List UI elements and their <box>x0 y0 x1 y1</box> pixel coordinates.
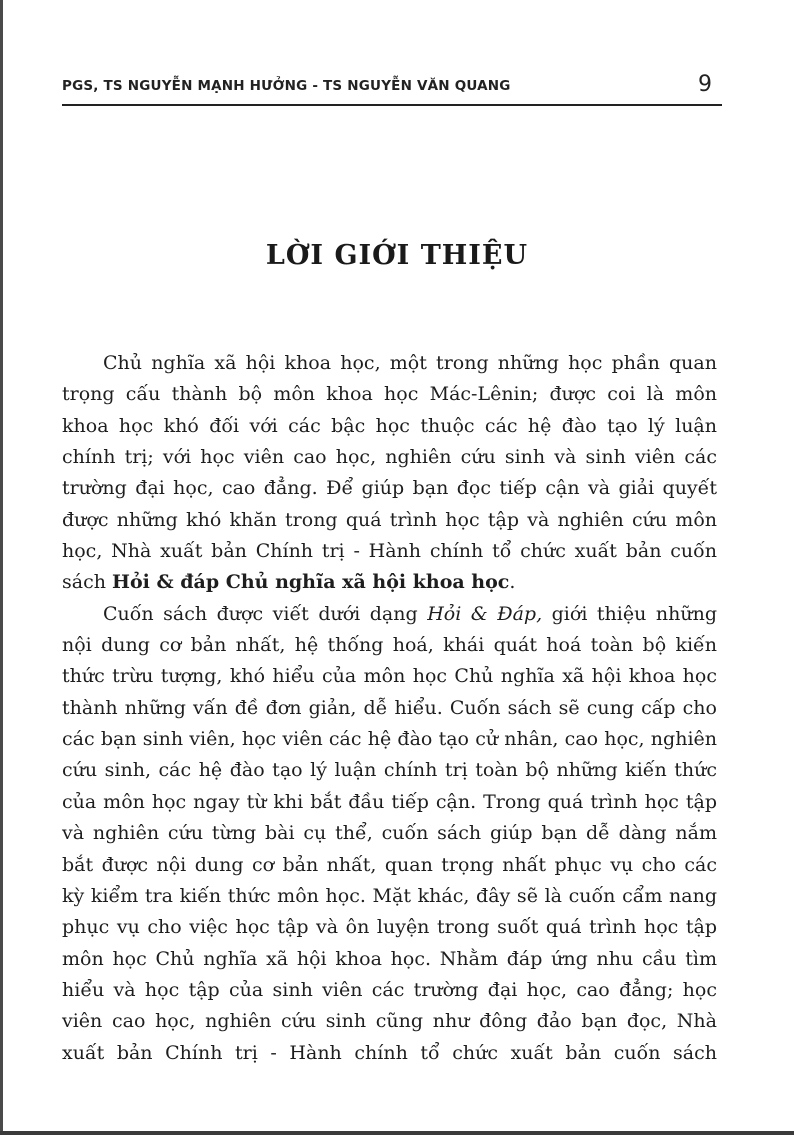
page-number: 9 <box>698 72 712 97</box>
text-line: xuất bản Chính trị - Hành chính tổ chức xuất bản cuốn sách <box>62 1041 717 1064</box>
text-line <box>62 599 717 630</box>
header-authors: PGS, TS NGUYỄN MẠNH HƯỞNG - TS NGUYỄN VĂN QUANG <box>62 78 511 94</box>
text-line: và nghiên cứu từng bài cụ thể, cuốn sách giúp bạn dễ dàng nắm <box>62 822 717 845</box>
text-line: của môn học ngay từ khi bắt đầu tiếp cận. Trong quá trình học tập <box>62 790 717 813</box>
text-line: chính trị; với học viên cao học, nghiên cứu sinh và sinh viên các <box>62 446 717 469</box>
text-line: nội dung cơ bản nhất, hệ thống hoá, khái quát hoá toàn bộ kiến <box>62 634 717 657</box>
text-line: các bạn sinh viên, học viên các hệ đào tạo cử nhân, cao học, nghiên <box>62 728 717 751</box>
text-line: được những khó khăn trong quá trình học tập và nghiên cứu môn <box>62 508 717 531</box>
paragraph-2 <box>62 599 717 1069</box>
text-fragment: sách <box>62 571 112 594</box>
text-line: thức trừu tượng, khó hiểu của môn học Chủ nghĩa xã hội khoa học <box>62 665 717 688</box>
running-header <box>62 72 722 106</box>
text-line: kỳ kiểm tra kiến thức môn học. Mặt khác, đây sẽ là cuốn cẩm nang <box>62 884 717 907</box>
text-fragment: . <box>509 571 516 594</box>
text-line: hiểu và học tập của sinh viên các trường đại học, cao đẳng; học <box>62 978 717 1001</box>
chapter-title: LỜI GIỚI THIỆU <box>265 240 529 271</box>
text-line: môn học Chủ nghĩa xã hội khoa học. Nhằm đáp ứng nhu cầu tìm <box>62 947 717 970</box>
text-line <box>62 567 717 598</box>
text-line: thành những vấn đề đơn giản, dễ hiểu. Cuốn sách sẽ cung cấp cho <box>62 696 717 719</box>
text-line: học, Nhà xuất bản Chính trị - Hành chính tổ chức xuất bản cuốn <box>62 540 717 563</box>
book-title-bold: Hỏi & đáp Chủ nghĩa xã hội khoa học <box>112 571 510 594</box>
body-text <box>62 348 717 1069</box>
text-line: cứu sinh, các hệ đào tạo lý luận chính trị toàn bộ những kiến thức <box>62 759 717 782</box>
text-line: viên cao học, nghiên cứu sinh cũng như đông đảo bạn đọc, Nhà <box>62 1010 717 1033</box>
text-line: trọng cấu thành bộ môn khoa học Mác-Lênin; được coi là môn <box>62 383 717 406</box>
text-fragment: giới thiệu những <box>542 602 717 625</box>
italic-term: Hỏi & Đáp, <box>427 602 543 625</box>
text-fragment: Cuốn sách được viết dưới dạng <box>103 602 428 625</box>
text-line: khoa học khó đối với các bậc học thuộc các hệ đào tạo lý luận <box>62 414 717 437</box>
scan-left-edge <box>0 0 3 1135</box>
text-line: trường đại học, cao đẳng. Để giúp bạn đọc tiếp cận và giải quyết <box>62 477 717 500</box>
paragraph-1 <box>62 348 717 599</box>
text-line: bắt được nội dung cơ bản nhất, quan trọng nhất phục vụ cho các <box>62 853 717 876</box>
text-line: Chủ nghĩa xã hội khoa học, một trong những học phần quan <box>103 352 717 374</box>
text-line: phục vụ cho việc học tập và ôn luyện trong suốt quá trình học tập <box>62 916 717 939</box>
scan-bottom-edge <box>0 1131 794 1135</box>
